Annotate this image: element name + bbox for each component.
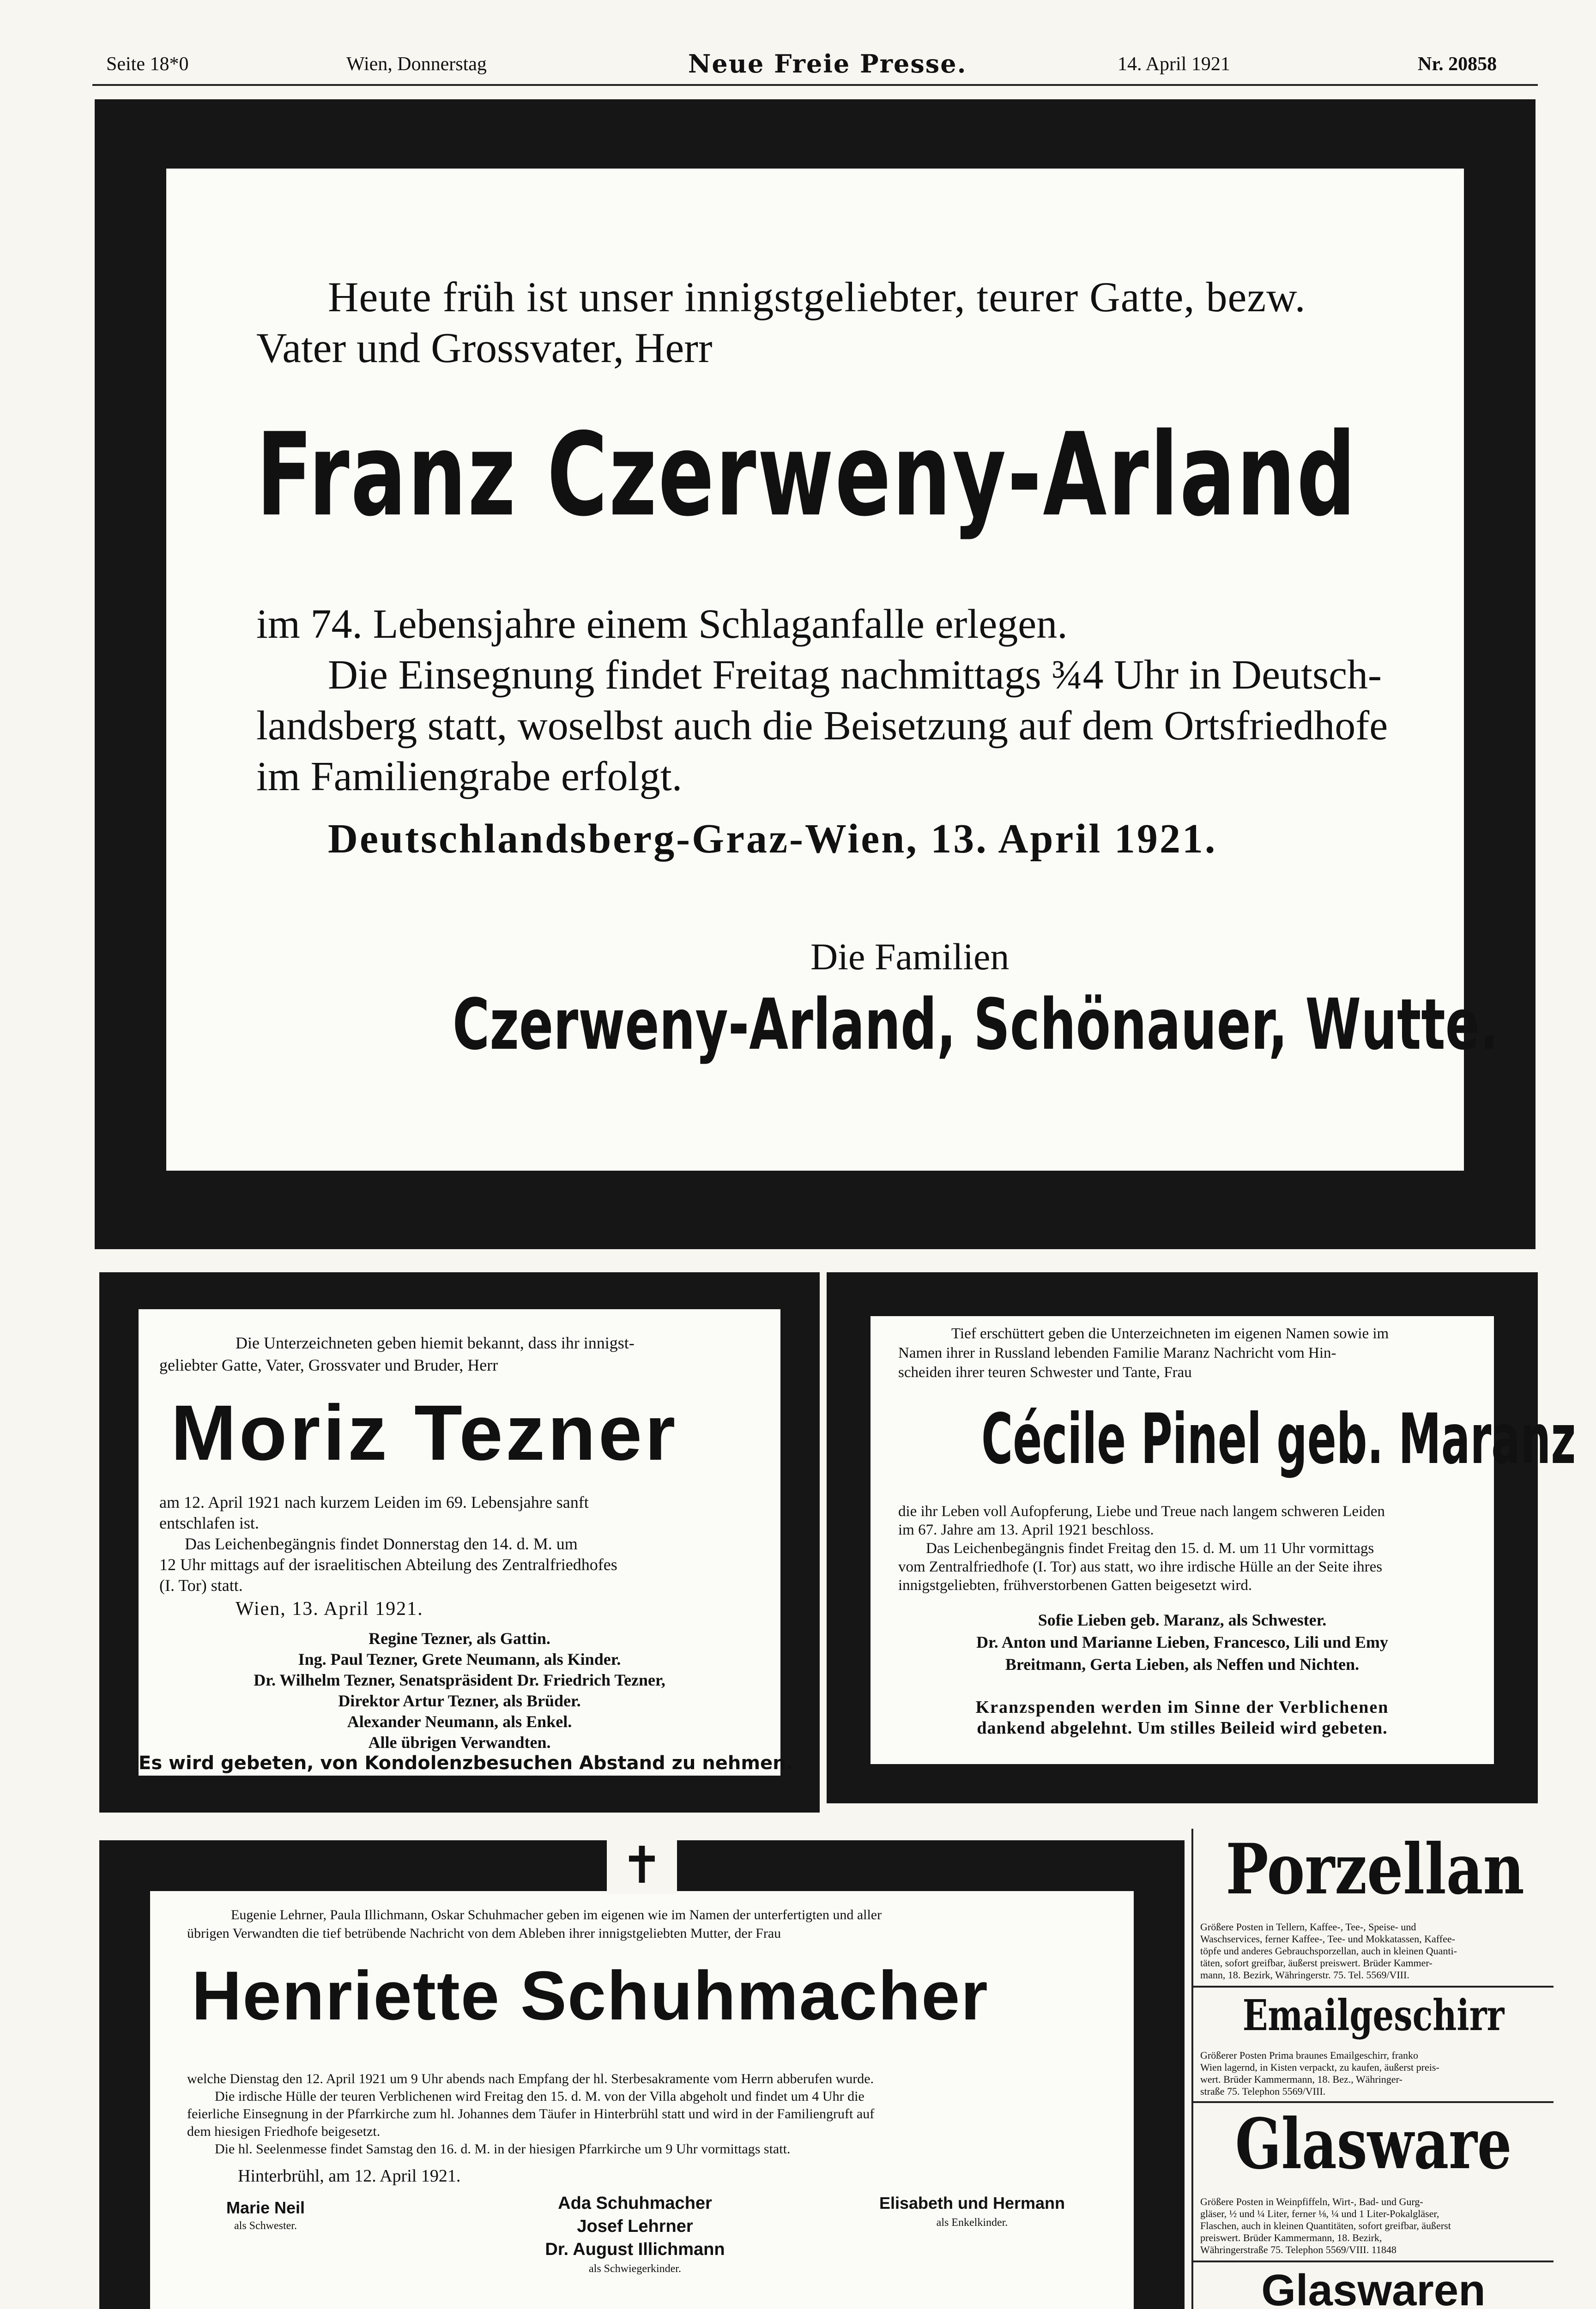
notice-tezner <box>99 1272 820 1813</box>
place-date: Deutschlandsberg-Graz-Wien, 13. April 1921. <box>328 816 1217 862</box>
ad-text-line: gläser, ½ und ¼ Liter, ferner ⅛, ¼ und 1 Liter-Pokalgläser, <box>1200 2208 1439 2219</box>
cross-icon: ✝ <box>607 1838 677 1894</box>
ad-divider <box>1193 1986 1554 1988</box>
notice-czerweny-arland <box>95 99 1536 1249</box>
notice-text-line: feierliche Einsegnung in der Pfarrkirche zum hl. Johannes dem Täufer in Hinterbrühl statt und wird in der Familiengruft auf <box>187 2106 875 2122</box>
signatory-name: Dr. August Illichmann <box>545 2240 725 2259</box>
place-day: Wien, Donnerstag <box>346 54 487 75</box>
ad-divider <box>1193 2261 1554 2262</box>
notice-intro-line: geliebter Gatte, Vater, Grossvater und Bruder, Herr <box>159 1356 498 1374</box>
ad-text-line: Waschservices, ferner Kaffee-, Tee- und Mokkatassen, Kaffee- <box>1200 1933 1455 1945</box>
notice-text-line: 12 Uhr mittags auf der israelitischen Abteilung des Zentralfriedhofes <box>159 1555 617 1574</box>
notice-intro-line: übrigen Verwandten die tief betrübende Nachricht von dem Ableben ihrer innigstgeliebten Mutter, der Frau <box>187 1926 781 1941</box>
notice-intro-line: Heute früh ist unser innigstgeliebter, teurer Gatte, bezw. <box>328 273 1306 320</box>
closing-request: Kranzspenden werden im Sinne der Verblichenen <box>975 1698 1389 1717</box>
notice-text-line: am 12. April 1921 nach kurzem Leiden im 69. Lebensjahre sanft <box>159 1493 589 1511</box>
notice-text-line: Das Leichenbegängnis findet Freitag den 15. d. M. um 11 Uhr vormittags <box>926 1540 1374 1557</box>
ad-text-line: Größere Posten in Tellern, Kaffee-, Tee-, Speise- und <box>1200 1921 1416 1933</box>
ad-text-line: Größerer Posten Prima braunes Emailgeschirr, franko <box>1200 2049 1418 2061</box>
advertisements-column <box>1191 1829 1554 2309</box>
ad-text-line: Größere Posten in Weinpfiffeln, Wirt-, Bad- und Gurg- <box>1200 2196 1423 2207</box>
notice-intro-line: Namen ihrer in Russland lebenden Familie Maranz Nachricht vom Hin- <box>898 1345 1336 1361</box>
notice-text-line: Die Einsegnung findet Freitag nachmittags ¾4 Uhr in Deutsch- <box>328 652 1382 698</box>
notice-text-line: entschlafen ist. <box>159 1514 259 1532</box>
page-number: Seite 18*0 <box>106 54 189 75</box>
signatory-line: Breitmann, Gerta Lieben, als Neffen und Nichten. <box>1005 1655 1360 1674</box>
notice-text-line: die ihr Leben voll Aufopferung, Liebe und Treue nach langem schweren Leiden <box>898 1503 1385 1520</box>
ad-text-line: straße 75. Telephon 5569/VIII. <box>1200 2085 1326 2097</box>
notice-text-line: Die irdische Hülle der teuren Verblichenen wird Freitag den 15. d. M. von der Villa abgeholt und findet um 4 Uhr die <box>215 2089 864 2104</box>
signatory-line: Alexander Neumann, als Enkel. <box>347 1712 572 1731</box>
notice-text-line: dem hiesigen Friedhofe beigesetzt. <box>187 2124 381 2139</box>
signatory-line: Regine Tezner, als Gattin. <box>369 1629 550 1648</box>
ad-text-line: mann, 18. Bezirk, Währingerstr. 75. Tel. 5569/VIII. <box>1200 1969 1409 1981</box>
ad-title-glaswaren: Glaswaren <box>1261 2266 1486 2309</box>
notice-text-line: Das Leichenbegängnis findet Donnerstag den 14. d. M. um <box>185 1535 578 1553</box>
notice-text-line: landsberg statt, woselbst auch die Beisetzung auf dem Ortsfriedhofe <box>256 703 1388 749</box>
families-label: Die Familien <box>810 936 1010 978</box>
issue-number: Nr. 20858 <box>1418 54 1497 75</box>
ad-title-glasware: Glasware <box>1235 2103 1512 2185</box>
notice-text-line: innigstgeliebten, frühverstorbenen Gatten beigesetzt wird. <box>898 1577 1252 1594</box>
ad-text-line: töpfe und anderes Gebrauchsporzellan, auch in kleinen Quanti- <box>1200 1945 1457 1957</box>
signatory-role: als Schwester. <box>234 2220 297 2232</box>
notice-schuhmacher <box>99 1840 1185 2309</box>
notice-intro-line: Tief erschüttert geben die Unterzeichneten im eigenen Namen sowie im <box>951 1325 1389 1342</box>
signatory-name: Marie Neil <box>226 2198 305 2217</box>
signatory-name: Josef Lehrner <box>577 2217 693 2236</box>
signatory-line: Dr. Wilhelm Tezner, Senatspräsident Dr. Friedrich Tezner, <box>254 1671 665 1689</box>
deceased-name: Moriz Tezner <box>171 1389 678 1477</box>
closing-request: dankend abgelehnt. Um stilles Beileid wird gebeten. <box>977 1718 1388 1738</box>
ad-title-porzellan: Porzellan <box>1226 1829 1524 1910</box>
ad-text-line: wert. Brüder Kammermann, 18. Bez., Währinger- <box>1200 2073 1403 2085</box>
notice-text-line: im Familiengrabe erfolgt. <box>256 754 683 799</box>
ad-text-line: Flaschen, auch in kleinen Quantitäten, sofort greifbar, äußerst <box>1200 2220 1451 2231</box>
notice-text-line: im 67. Jahre am 13. April 1921 beschloss. <box>898 1522 1154 1538</box>
notice-intro-line: Die Unterzeichneten geben hiemit bekannt, dass ihr innigst- <box>236 1334 635 1352</box>
ad-title-emailgeschirr: Emailgeschirr <box>1242 1990 1505 2040</box>
signatory-name: Elisabeth und Hermann <box>879 2194 1065 2212</box>
deceased-name: Cécile Pinel geb. Maranz <box>981 1399 1576 1480</box>
notice-text-line: (I. Tor) statt. <box>159 1576 243 1595</box>
issue-date: 14. April 1921 <box>1118 54 1230 75</box>
notice-intro-line: Eugenie Lehrner, Paula Illichmann, Oskar Schuhmacher geben im eigenen wie im Namen der unterfertigten und aller <box>231 1907 882 1922</box>
deceased-name: Henriette Schuhmacher <box>192 1957 989 2034</box>
notice-text-line: Die hl. Seelenmesse findet Samstag den 16. d. M. in der hiesigen Pfarrkirche um 9 Uhr vormittags statt. <box>215 2141 791 2157</box>
newspaper-title: Neue Freie Presse. <box>688 49 967 79</box>
notice-intro-line: Vater und Grossvater, Herr <box>256 324 713 371</box>
ad-text-line: Wien lagernd, in Kisten verpackt, zu kaufen, äußerst preis- <box>1200 2061 1439 2073</box>
place-date: Hinterbrühl, am 12. April 1921. <box>238 2166 461 2186</box>
family-names: Czerweny-Arland, Schönauer, Wutte. <box>453 984 1499 1065</box>
ad-text-line: täten, sofort greifbar, äußerst preiswert. Brüder Kammer- <box>1200 1957 1433 1969</box>
ad-text-line: preiswert. Brüder Kammermann, 18. Bezirk, <box>1200 2232 1382 2243</box>
signatory-line: Dr. Anton und Marianne Lieben, Francesco, Lili und Emy <box>976 1633 1388 1651</box>
signatory-line: Ing. Paul Tezner, Grete Neumann, als Kinder. <box>298 1650 621 1668</box>
deceased-name: Franz Czerweny-Arland <box>256 409 1357 542</box>
notice-text-line: welche Dienstag den 12. April 1921 um 9 Uhr abends nach Empfang der hl. Sterbesakramente vom Herrn abberufen wurde. <box>187 2071 874 2086</box>
closing-request: Es wird gebeten, von Kondolenzbesuchen Abstand zu nehmen. <box>139 1753 793 1774</box>
ad-divider <box>1193 2101 1554 2103</box>
notice-text-line: vom Zentralfriedhofe (I. Tor) aus statt, wo ihre irdische Hülle an der Seite ihres <box>898 1559 1383 1575</box>
signatory-role: als Schwiegerkinder. <box>589 2263 681 2275</box>
ad-text-line: Währingerstraße 75. Telephon 5569/VIII. 11848 <box>1200 2244 1396 2255</box>
signatory-line: Alle übrigen Verwandten. <box>368 1733 551 1752</box>
header-rule <box>92 84 1538 86</box>
signatory-line: Sofie Lieben geb. Maranz, als Schwester. <box>1038 1611 1327 1629</box>
notice-intro-line: scheiden ihrer teuren Schwester und Tante, Frau <box>898 1364 1192 1381</box>
signatory-role: als Enkelkinder. <box>936 2217 1008 2229</box>
notice-text-line: im 74. Lebensjahre einem Schlaganfalle erlegen. <box>256 601 1068 647</box>
signatory-name: Ada Schuhmacher <box>558 2194 712 2213</box>
notice-pinel <box>827 1272 1576 1803</box>
place-date: Wien, 13. April 1921. <box>236 1598 423 1620</box>
signatory-line: Direktor Artur Tezner, als Brüder. <box>338 1692 581 1710</box>
